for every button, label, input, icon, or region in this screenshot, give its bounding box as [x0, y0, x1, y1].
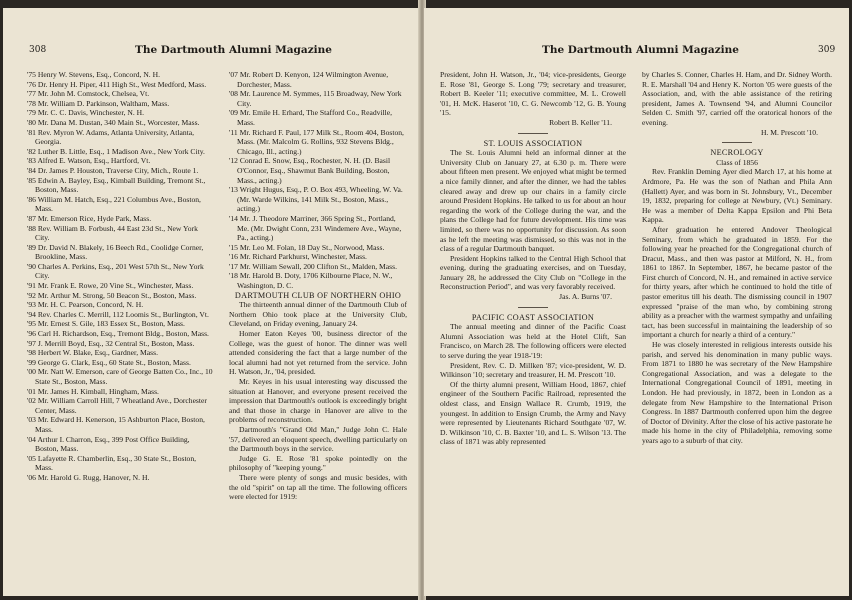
- directory-entry: '01 Mr. James H. Kimball, Hingham, Mass.: [27, 386, 159, 396]
- directory-entry: '07 Mr. Robert D. Kenyon, 124 Wilmington Avenue, Dorchester, Mass.: [229, 70, 389, 89]
- right-page: [424, 8, 849, 596]
- article-paragraph: The St. Louis Alumni held an informal dinner at the University Club on January 27, at 6.30 p. m. There were about fifteen men present. We enjoyed what might be termed a nice family dinner, and after the dinner, we had the tables cleared away and drew up our chairs in a family circle around President Hopkins. He talked to us for about an hour regarding the work of the College during the war, and the plans the College had for future development. His time was limited, so there was no opportunity for discussion. As soon as he left the meeting was dismissed, so this was not in the class of a regular Dartmouth banquet.: [440, 148, 626, 254]
- directory-entry: '14 Mr. J. Theodore Marriner, 366 Spring St., Portland, Me. (Mr. Dwight Conn, 231 Windemere Ave., Wayne, Pa., acting.): [229, 213, 402, 243]
- directory-entry: '18 Mr. Harold B. Doty, 1706 Kilbourne Place, N. W., Washington, D. C.: [229, 271, 393, 291]
- directory-entry: '00 Mr. Natt W. Emerson, care of George Batten Co., Inc., 10 State St., Boston, Mass.: [27, 367, 213, 386]
- running-head: The Dartmouth Alumni Magazine: [542, 44, 739, 56]
- article-paragraph: President, Rev. C. D. Millken '87; vice-president, W. D. Wilkinson '10; secretary and treasurer, H. M. Prescott '10.: [440, 360, 626, 380]
- left-column-2: [229, 70, 407, 502]
- directory-entry: '91 Mr. Frank E. Rowe, 20 Vine St., Winchester, Mass.: [27, 281, 194, 291]
- directory-entry: '06 Mr. Harold G. Rugg, Hanover, N. H.: [27, 472, 150, 482]
- section-title-necrology: NECROLOGY: [710, 148, 764, 158]
- article-paragraph: The annual meeting and dinner of the Pacific Coast Alumni Association was held at the Hotel Clift, San Francisco, on March 28. The following officers were elected to serve during the year 1918-'19:: [440, 322, 626, 361]
- divider: [518, 133, 548, 134]
- directory-entry: '09 Mr. Emile H. Erhard, The Stafford Co., Readville, Mass.: [229, 108, 393, 127]
- article-paragraph: Rev. Franklin Deming Ayer died March 17, at his home at Ardmore, Pa. He was the son of Nathan and Phila Ann (Hallett) Ayer, and was born in St. Johnsbury, Vt., December 19, 1832, preparing for college at Newbury, (Vt.) Seminary. He was a member of Delta Kappa Epsilon and Phi Beta Kappa.: [642, 167, 832, 225]
- signature: Jas. A. Burns '07.: [559, 292, 612, 302]
- directory-entry: '03 Mr. Edward H. Kenerson, 15 Ashburton Place, Boston, Mass.: [27, 415, 205, 434]
- directory-entry: '95 Mr. Ernest S. Gile, 183 Essex St., Boston, Mass.: [27, 319, 185, 329]
- directory-entry: '84 Dr. James P. Houston, Traverse City, Mich., Route 1.: [27, 165, 199, 175]
- article-paragraph: After graduation he entered Andover Theological Seminary, from which he graduated in 1859. For the following year he preached for the Congregational church of Dracut, Mass., and then was pastor at Milford, N. H., from 1861 to 1867. In September, 1867, he became pastor of the First church of Concord, N. H., and remained in active service for thirty years, after which he continued to hold the title of pastor emeritus till his death. The dismissing council in 1907 expressed "praise of the man who, by combining strong ability as a preacher with the warmest sympathy and unfailing tact, has been successful in maintaining the leadership of so important a church for nearly a third of a century.": [642, 224, 832, 340]
- directory-entry: '75 Henry W. Stevens, Esq., Concord, N. H.: [27, 70, 160, 79]
- directory-entry: '80 Mr. Dana M. Dustan, 340 Main St., Worcester, Mass.: [27, 117, 200, 127]
- article-paragraph: The thirteenth annual dinner of the Dartmouth Club of Northern Ohio took place at the University Club, Cleveland, on Friday evening, January 24.: [229, 300, 407, 329]
- directory-entry: '76 Dr. Henry H. Piper, 411 High St., West Medford, Mass.: [27, 79, 207, 89]
- directory-entry: '93 Mr. H. C. Pearson, Concord, N. H.: [27, 300, 144, 310]
- directory-entry: '97 J. Merrill Boyd, Esq., 32 Central St., Boston, Mass.: [27, 338, 195, 348]
- directory-entry: '13 Wright Hugus, Esq., P. O. Box 493, Wheeling, W. Va. (Mr. Warde Wilkins, 141 Milk St., Boston, Mass., acting.): [229, 185, 403, 214]
- directory-entry: '89 Dr. David N. Blakely, 16 Beech Rd., Coolidge Corner, Brookline, Mass.: [27, 242, 204, 262]
- section-title-pacific-coast: PACIFIC COAST ASSOCIATION: [471, 312, 595, 322]
- section-title-northern-ohio: DARTMOUTH CLUB OF NORTHERN OHIO: [234, 290, 402, 300]
- directory-entry: '05 Lafayette R. Chamberlin, Esq., 30 State St., Boston, Mass.: [27, 453, 197, 473]
- directory-entry: '85 Edwin A. Bayley, Esq., Kimball Building, Tremont St., Boston, Mass.: [27, 175, 206, 195]
- article-paragraph: Of the thirty alumni present, William Hood, 1867, chief engineer of the Southern Pacific Railroad, represented the oldest class, and Ensign Wallace R. Crumb, 1919, the youngest. In addition to Ensign Crumb, the Army and Navy were represented by Lieutenants Richard Southgate '07, W. D. Wilkinson '10, C. B. Baxter '10, and L. S. Wilson '13. The class of 1871 was ably represented: [440, 379, 626, 447]
- right-column-1: [440, 70, 626, 447]
- directory-entry: '92 Mr. Arthur M. Strong, 50 Beacon St., Boston, Mass.: [27, 290, 197, 300]
- article-paragraph: He was closely interested in religious interests outside his parish, and served his denomination in many public ways. From 1871 to 1880 he was secretary of the New Hampshire Congregational Association, and was a delegate to the International Congregational Council of 1891, meeting in London. He had previously, in 1872, been in London as a delegate from New Hampshire to the International Prison Congress. In 1887 Dartmouth conferred upon him the degree of Doctor of Divinity. After the close of his active pastorate he made his home in the city of Philadelphia, removing some years ago to a suburb of that city.: [642, 340, 832, 445]
- section-title-st-louis: ST. LOUIS ASSOCIATION: [483, 138, 583, 148]
- right-column-2: [642, 70, 832, 446]
- directory-entry: '16 Mr. Richard Parkhurst, Winchester, Mass.: [229, 252, 367, 262]
- directory-entry: '87 Mr. Emerson Rice, Hyde Park, Mass.: [27, 213, 152, 223]
- article-paragraph: There were plenty of songs and music besides, with the old "spirit" on tap all the time. The following officers were elected for 1919:: [229, 472, 407, 502]
- divider: [518, 307, 548, 308]
- directory-entry: '98 Herbert W. Blake, Esq., Gardner, Mass.: [27, 348, 158, 358]
- directory-entry: '79 Mr. C. C. Davis, Winchester, N. H.: [27, 108, 145, 118]
- directory-entry: '15 Mr. Leo M. Folan, 18 Day St., Norwood, Mass.: [229, 242, 385, 252]
- directory-entry: '94 Rev. Charles C. Merrill, 112 Loomis St., Burlington, Vt.: [27, 309, 209, 319]
- directory-entry: '81 Rev. Myron W. Adams, Atlanta University, Atlanta, Georgia.: [27, 127, 195, 147]
- directory-entry: '12 Conrad E. Snow, Esq., Rochester, N. H. (D. Basil O'Connor, Esq., Shawmut Bank Building, Boston, Mass., acting.): [229, 156, 391, 185]
- directory-entry: '77 Mr. John M. Comstock, Chelsea, Vt.: [27, 89, 150, 99]
- directory-entry: '11 Mr. Richard F. Paul, 177 Milk St., Room 404, Boston, Mass. (Mr. Malcolm G. Rollins, 932 Stevens Bldg., Chicago, Ill., acting.): [229, 127, 404, 156]
- left-column-1: [27, 70, 213, 483]
- directory-entry: '17 Mr. William Sewall, 200 Clifton St., Malden, Mass.: [229, 261, 397, 271]
- article-paragraph: Homer Eaton Keyes '00, business director of the College, was the guest of honor. The dinner was well attended considering the fact that a large number of the local alumni had not yet returned from the service. John H. Watson, Jr., '04, presided.: [229, 329, 407, 377]
- directory-entry: '96 Carl H. Richardson, Esq., Tremont Bldg., Boston, Mass.: [27, 329, 209, 339]
- page-number: 309: [818, 45, 836, 55]
- article-paragraph: President Hopkins talked to the Central High School that evening, during the graduating exercises, and on Tuesday, January 28, he addressed the City Club on "College in the Reconstruction Period", and was very favorably received.: [440, 253, 626, 292]
- directory-entry: '78 Mr. William D. Parkinson, Waltham, Mass.: [27, 98, 170, 108]
- article-paragraph: Dartmouth's "Grand Old Man," Judge John C. Hale '57, delivered an eloquent speech, dwelling particularly on the Dartmouth boys in the service.: [229, 424, 407, 454]
- directory-entry: '86 William M. Hatch, Esq., 221 Columbus Ave., Boston, Mass.: [27, 194, 201, 214]
- left-page: [3, 8, 420, 596]
- directory-entry: '04 Arthur I. Charron, Esq., 399 Post Office Building, Boston, Mass.: [27, 434, 190, 454]
- signature: Robert B. Keller '11.: [549, 117, 612, 127]
- necrology-subtitle: Class of 1856: [716, 157, 758, 167]
- article-paragraph: Mr. Keyes in his usual interesting way discussed the situation at Hanover, and everyone present received the impression that Dartmouth's outlook is exceedingly bright and that those in charge in Hanover are alive to the problems of reconstruction.: [229, 377, 407, 425]
- directory-entry: '08 Mr. Laurence M. Symmes, 115 Broadway, New York City.: [229, 89, 402, 108]
- directory-entry: '90 Charles A. Perkins, Esq., 201 West 57th St., New York City.: [27, 261, 204, 281]
- article-paragraph: Judge G. E. Rose '81 spoke pointedly on the philosophy of "keeping young.": [229, 453, 407, 473]
- directory-entry: '88 Rev. William B. Forbush, 44 East 23d St., New York City.: [27, 223, 198, 243]
- divider: [722, 142, 752, 143]
- directory-entry: '83 Alfred E. Watson, Esq., Hartford, Vt.: [27, 156, 151, 166]
- directory-entry: '82 Luther B. Little, Esq., 1 Madison Ave., New York City.: [27, 146, 205, 156]
- directory-entry: '99 George G. Clark, Esq., 60 State St., Boston, Mass.: [27, 357, 191, 367]
- officers-paragraph: President, John H. Watson, Jr., '04; vice-presidents, George E. Rose '81, George S. Long '79; secretary and treasurer, Robert B. Keeler '11; executive committee, M. L. Crowell '01, H. McK. Haserot '10, C. G. Newcomb '12, G. B. Young '15.: [440, 70, 626, 118]
- signature: H. M. Prescott '10.: [760, 127, 818, 137]
- running-head: The Dartmouth Alumni Magazine: [135, 44, 332, 56]
- page-number: 308: [29, 45, 47, 55]
- directory-entry: '02 Mr. William Carroll Hill, 7 Wheatland Ave., Dorchester Center, Mass.: [27, 396, 207, 415]
- pacific-continued: by Charles S. Conner, Charles H. Ham, and Dr. Sidney Worth. R. E. Marshall '04 and Henry K. Norton '05 were guests of the Association, and, with the able assistance of the retiring president, James A. Townsend '94, and Alumni Councilor Selden C. Smith '97, carried off the oratorical honors of the evening.: [642, 70, 832, 127]
